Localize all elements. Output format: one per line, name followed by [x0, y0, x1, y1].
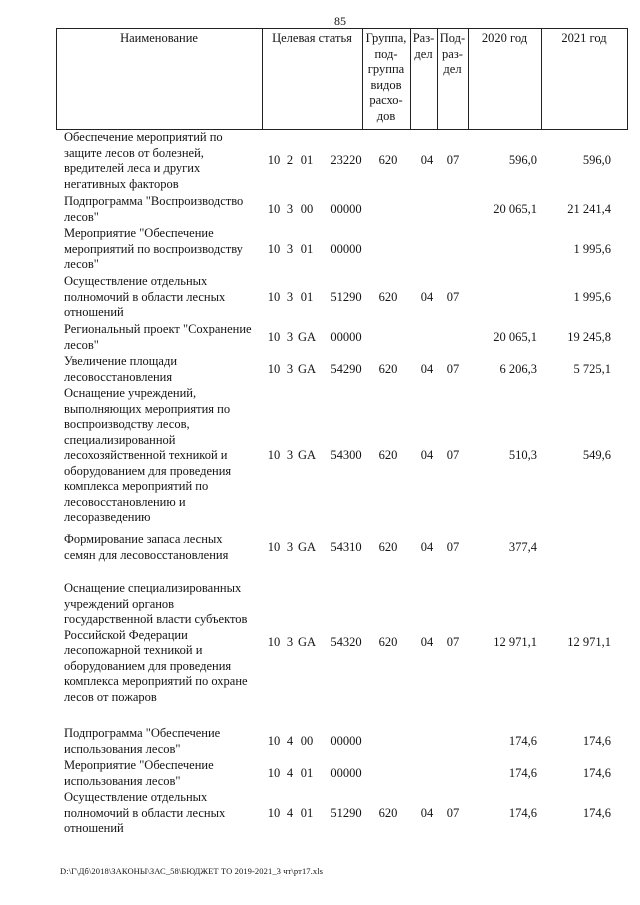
expense-group: 620 — [378, 290, 398, 304]
header-expense-group: Группа, под- группа видов расхо- дов — [365, 31, 407, 123]
row-name: Формирование запаса лесных семян для лесовосстановления — [64, 532, 229, 562]
value-2020: 20 065,1 — [493, 202, 537, 216]
row-name: Увеличение площади лесовосстановления — [64, 354, 178, 384]
target-code-4: 51290 — [330, 806, 362, 820]
target-code-2: 3 — [286, 242, 294, 256]
target-code-4: 54310 — [330, 540, 362, 554]
target-code-1: 10 — [267, 766, 281, 780]
target-code-1: 10 — [267, 242, 281, 256]
header-name: Наименование — [120, 31, 198, 45]
target-code-3: GA — [297, 540, 317, 554]
expense-group: 620 — [378, 540, 398, 554]
target-code-3: 01 — [300, 242, 314, 256]
target-code-2: 3 — [286, 540, 294, 554]
page-number: 85 — [334, 14, 346, 28]
target-code-1: 10 — [267, 330, 281, 344]
row-name: Региональный проект "Сохранение лесов" — [64, 322, 252, 352]
header-2020: 2020 год — [481, 31, 528, 45]
target-code-4: 00000 — [330, 766, 362, 780]
value-2020: 6 206,3 — [499, 362, 537, 376]
row-name: Мероприятие "Обеспечение мероприятий по воспроизводству лесов" — [64, 226, 243, 271]
section-code: 04 — [420, 806, 434, 820]
target-code-3: 00 — [300, 734, 314, 748]
section-code: 04 — [420, 153, 434, 167]
section-code: 04 — [420, 635, 434, 649]
subsection-code: 07 — [446, 290, 460, 304]
target-code-2: 4 — [286, 806, 294, 820]
row-name: Подпрограмма "Обеспечение использования лесов" — [64, 726, 221, 756]
value-2021: 1 995,6 — [573, 290, 611, 304]
row-name: Обеспечение мероприятий по защите лесов от болезней, вредителей леса и других негативных факторов — [64, 130, 223, 191]
target-code-4: 51290 — [330, 290, 362, 304]
target-code-4: 54320 — [330, 635, 362, 649]
target-code-4: 23220 — [330, 153, 362, 167]
target-code-4: 00000 — [330, 734, 362, 748]
value-2020: 20 065,1 — [493, 330, 537, 344]
target-code-3: 01 — [300, 290, 314, 304]
target-code-1: 10 — [267, 635, 281, 649]
header-top-border — [56, 28, 628, 29]
footer-file-path: D:\Г\Дб\2018\ЗАКОНЫ\ЗАС_58\БЮДЖЕТ ТО 2019-2021_3 чт\рт17.xls — [60, 866, 324, 876]
value-2020: 596,0 — [508, 153, 537, 167]
target-code-2: 4 — [286, 766, 294, 780]
value-2020: 377,4 — [508, 540, 537, 554]
target-code-4: 00000 — [330, 242, 362, 256]
target-code-3: 00 — [300, 202, 314, 216]
expense-group: 620 — [378, 153, 398, 167]
row-name: Осуществление отдельных полномочий в области лесных отношений — [64, 274, 226, 319]
target-code-1: 10 — [267, 202, 281, 216]
target-code-3: 01 — [300, 806, 314, 820]
target-code-4: 00000 — [330, 330, 362, 344]
target-code-3: GA — [297, 635, 317, 649]
target-code-2: 3 — [286, 635, 294, 649]
subsection-code: 07 — [446, 540, 460, 554]
expense-group: 620 — [378, 635, 398, 649]
expense-group: 620 — [378, 806, 398, 820]
target-code-2: 4 — [286, 734, 294, 748]
section-code: 04 — [420, 540, 434, 554]
target-code-3: GA — [297, 330, 317, 344]
value-2021: 5 725,1 — [573, 362, 611, 376]
target-code-1: 10 — [267, 734, 281, 748]
target-code-3: GA — [297, 362, 317, 376]
target-code-3: 01 — [300, 153, 314, 167]
value-2021: 174,6 — [582, 766, 611, 780]
expense-group: 620 — [378, 448, 398, 462]
value-2020: 510,3 — [508, 448, 537, 462]
target-code-1: 10 — [267, 806, 281, 820]
subsection-code: 07 — [446, 635, 460, 649]
section-code: 04 — [420, 290, 434, 304]
target-code-1: 10 — [267, 153, 281, 167]
header-divider — [627, 28, 628, 129]
value-2021: 174,6 — [582, 806, 611, 820]
row-name: Мероприятие "Обеспечение использования лесов" — [64, 758, 214, 788]
value-2021: 12 971,1 — [567, 635, 611, 649]
value-2020: 174,6 — [508, 734, 537, 748]
target-code-4: 00000 — [330, 202, 362, 216]
expense-group: 620 — [378, 362, 398, 376]
section-code: 04 — [420, 448, 434, 462]
value-2020: 174,6 — [508, 806, 537, 820]
header-2021: 2021 год — [561, 31, 607, 45]
target-code-1: 10 — [267, 448, 281, 462]
subsection-code: 07 — [446, 153, 460, 167]
target-code-2: 3 — [286, 448, 294, 462]
value-2021: 596,0 — [582, 153, 611, 167]
value-2021: 1 995,6 — [573, 242, 611, 256]
target-code-1: 10 — [267, 540, 281, 554]
row-name: Осуществление отдельных полномочий в области лесных отношений — [64, 790, 226, 835]
header-subsection: Под- раз- дел — [439, 31, 466, 76]
value-2021: 174,6 — [582, 734, 611, 748]
subsection-code: 07 — [446, 362, 460, 376]
target-code-2: 3 — [286, 330, 294, 344]
header-section: Раз- дел — [412, 31, 435, 61]
row-name: Оснащение специализированных учреждений органов государственной власти субъектов Российской Федерации лесопожарной техникой и оборудованием для проведения комплекса мероприятий по охране лесов от пожаров — [64, 581, 248, 704]
target-code-2: 3 — [286, 362, 294, 376]
value-2020: 12 971,1 — [493, 635, 537, 649]
row-name: Подпрограмма "Воспроизводство лесов" — [64, 194, 244, 224]
value-2021: 21 241,4 — [567, 202, 611, 216]
target-code-3: 01 — [300, 766, 314, 780]
subsection-code: 07 — [446, 448, 460, 462]
value-2021: 549,6 — [582, 448, 611, 462]
section-code: 04 — [420, 362, 434, 376]
target-code-3: GA — [297, 448, 317, 462]
value-2020: 174,6 — [508, 766, 537, 780]
target-code-1: 10 — [267, 290, 281, 304]
header-target-article: Целевая статья — [272, 31, 352, 45]
target-code-4: 54290 — [330, 362, 362, 376]
target-code-2: 2 — [286, 153, 294, 167]
row-name: Оснащение учреждений, выполняющих мероприятия по воспроизводству лесов, специализированной лесохозяйственной техникой и оборудованием для проведения комплекса мероприятий по лесовосстановлению и лесоразведению — [64, 386, 232, 524]
target-code-2: 3 — [286, 202, 294, 216]
target-code-2: 3 — [286, 290, 294, 304]
target-code-1: 10 — [267, 362, 281, 376]
subsection-code: 07 — [446, 806, 460, 820]
target-code-4: 54300 — [330, 448, 362, 462]
value-2021: 19 245,8 — [567, 330, 611, 344]
